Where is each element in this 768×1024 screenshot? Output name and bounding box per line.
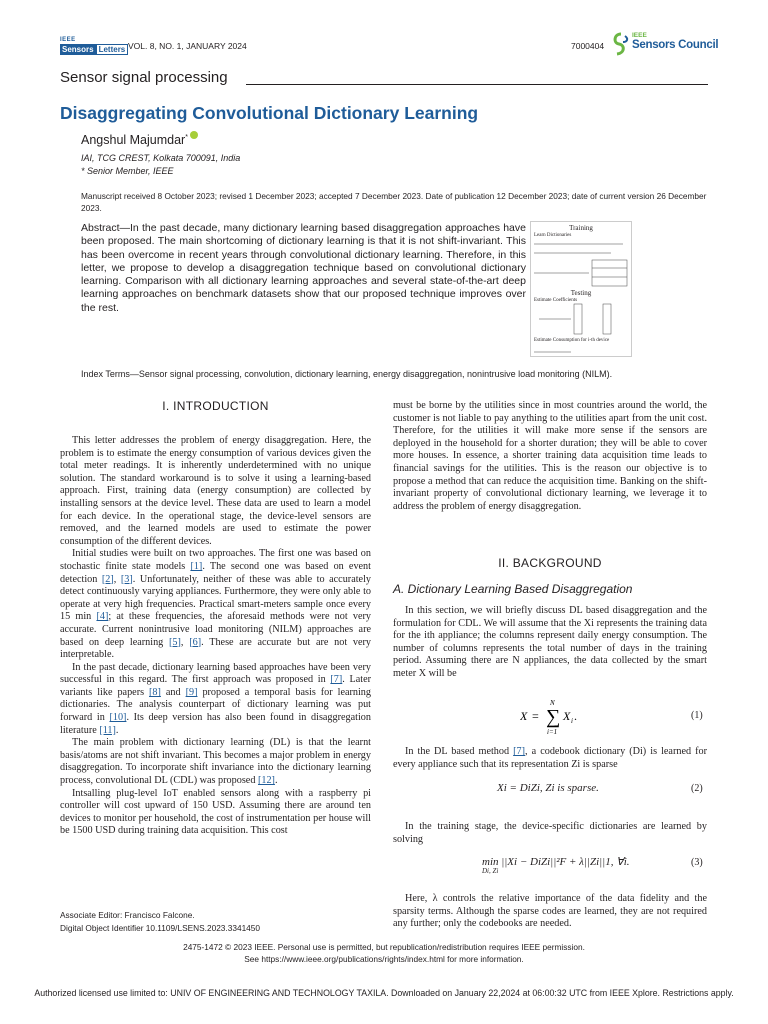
ref-link[interactable]: [4] xyxy=(96,611,109,623)
council-ieee-text: IEEE xyxy=(632,32,647,39)
council-name-text: Sensors Council xyxy=(632,39,719,51)
ref-link[interactable]: [8] xyxy=(149,686,161,698)
equation-1-number: (1) xyxy=(691,710,703,721)
membership-note: * Senior Member, IEEE xyxy=(81,166,174,176)
sensors-letters-logo xyxy=(60,37,126,55)
intro-paragraph-1: This letter addresses the problem of energy disaggregation. Here, the problem is to estimate the energy consumption of various devices given the total meter readings. It is inherently underdetermined with no unique solution. The standard workaround is to solve it using a learning-based approach. First, training data (energy consumption) are collected by installing sensors at the device level. These data are used to learn a model for each device. In the operational stage, the device-level sensors are removed, and the learned models are used to estimate the power consumption of the different devices. xyxy=(60,435,371,547)
svg-text:∑: ∑ xyxy=(546,706,561,728)
background-paragraph-3: In the training stage, the device-specific dictionaries are learned by solving xyxy=(393,821,707,845)
intro-paragraph-5: Intsalling plug-level IoT enabled sensors along with a raspberry pi controller will cost upward of 150 USD. Assuming there are around ten devices to monitor per household, the cost of instrumentation per house will be 1500 USD during training data acquisition. This cost xyxy=(60,787,371,837)
license-notice: Authorized licensed use limited to: UNIV OF ENGINEERING AND TECHNOLOGY TAXILA. Downloaded on January 22,2024 at 06:00:32 UTC from IEEE Xplore. Restrictions apply. xyxy=(34,988,734,998)
paper-title: Disaggregating Convolutional Dictionary Learning xyxy=(60,103,479,123)
equation-1 xyxy=(520,696,590,743)
intro-paragraph-4: The main problem with dictionary learning (DL) is that the learnt basis/atoms are not shift invariant. This becomes a major problem in energy disaggregation. To incorporate shift invariance into the dictionary learning process, convolutional DL (CDL) was proposed [12]. xyxy=(60,737,371,787)
background-paragraph-2: In the DL based method [7], a codebook dictionary (Di) is learned for every appliance such that its representation Zi is sparse xyxy=(393,746,707,770)
graphic-consumption-label: Estimate Consumption for i-th device xyxy=(534,338,610,343)
copyright-notice: 2475-1472 © 2023 IEEE. Personal use is permitted, but republication/redistribution requires IEEE permission. xyxy=(183,942,585,952)
left-column xyxy=(60,435,371,838)
background-heading: II. BACKGROUND xyxy=(498,556,602,570)
author-line xyxy=(81,131,198,147)
svg-text:.: . xyxy=(574,709,577,723)
ref-link[interactable]: [11] xyxy=(99,724,116,736)
index-terms: Index Terms—Sensor signal processing, convolution, dictionary learning, energy disaggregation, nonintrusive load monitoring (NILM). xyxy=(81,369,613,379)
svg-text:N: N xyxy=(550,699,555,707)
logo-ieee-text: IEEE xyxy=(60,37,76,43)
ref-link[interactable]: [12] xyxy=(257,775,275,787)
svg-text:X: X xyxy=(563,709,571,723)
article-number: 7000404 xyxy=(571,41,605,51)
equation-2-formula: Xi = DiZi, Zi is sparse. xyxy=(497,782,599,794)
graphic-training-label: Training xyxy=(569,224,593,232)
background-paragraph-1: In this section, we will briefly discuss DL based disaggregation and the formulation for CDL. We will assume that the Xi represents the training data for the ith appliance; the columns represent daily energy consumption. The number of columns represents the total number of days in the training period. Assuming there are N appliances, the data collected by the smart meter X will be xyxy=(393,605,707,679)
abstract: Abstract—In the past decade, many dictionary learning based disaggregation approaches have been proposed. The main shortcoming of dictionary learning is that it is not shift-invariant. This has been overcome in recent years through convolutional dictionary learning. Therefore, in this letter, we propose to develop a disaggregation technique based on convolutional dictionary learning. Comparison with all dictionary learning approaches and several state-of-the-art deep learning approaches on benchmark datasets show that our proposed technique improves over the rest. xyxy=(81,222,526,314)
subsection-heading: A. Dictionary Learning Based Disaggregation xyxy=(393,582,633,596)
continuation-paragraph: must be borne by the utilities since in most countries around the world, the customer is not liable to pay anything to the utilities apart from the unit cost. Therefore, for the utilities it will make more sense if the sensors are deployed in the household for a shorter duration; they will be able to cover more houses. In essence, a shorter training data acquisition time leads to financial savings for the utilities. This is the reason our objective is to propose a method that can reduce the acquisition time. Banking on the shift-invariant property of convolutional dictionary learning, we leverage it to address the problem of energy disaggregation. xyxy=(393,400,707,512)
logo-letters-text: Letters xyxy=(96,44,129,55)
ref-link[interactable]: [7] xyxy=(513,746,526,757)
equation-2-number: (2) xyxy=(691,783,703,794)
graphic-estimate-label: Estimate Coefficients xyxy=(534,298,578,303)
ref-link[interactable]: [1] xyxy=(190,560,203,572)
intro-heading: I. INTRODUCTION xyxy=(162,399,269,413)
graphic-learn-label: Learn Dictionaries xyxy=(534,233,572,238)
ref-link[interactable]: [7] xyxy=(330,674,343,686)
manuscript-info: Manuscript received 8 October 2023; revised 1 December 2023; accepted 7 December 2023. Date of publication 12 December 2023; date of current version 26 December 2023. xyxy=(81,191,707,213)
rights-url-notice: See https://www.ieee.org/publications/rights/index.html for more information. xyxy=(244,954,524,964)
equation-3-subscript: Di, Zi xyxy=(482,867,499,875)
right-column-continuation xyxy=(393,400,707,513)
ref-link[interactable]: [3] xyxy=(120,573,133,585)
equation-3-number: (3) xyxy=(691,857,703,868)
volume-info: VOL. 8, NO. 1, JANUARY 2024 xyxy=(128,41,247,51)
author-name: Angshul Majumdar xyxy=(81,133,186,147)
intro-paragraph-2: Initial studies were built on two approaches. The first one was based on stochastic finite state models [1]. The second one was based on event detection [2], [3]. Unfortunately, neither of these was able to accurately detect continuously varying appliances. Furthermore, they were only able to operate at very high frequencies. Practical smart-meters sample once every 15 min [4]; at these frequencies, the aforesaid methods were not very accurate. Current nonintrusive load monitoring (NILM) approaches are based on deep learning [5], [6]. These are accurate but are not very interpretable. xyxy=(60,548,372,661)
svg-text:X: X xyxy=(520,709,528,723)
affiliation: IAI, TCG CREST, Kolkata 700091, India xyxy=(81,153,241,163)
sensors-council-logo xyxy=(611,31,719,57)
ref-link[interactable]: [9] xyxy=(185,686,198,698)
equation-3-formula: min ||Xi − DiZi||²F + λ||Zi||1, ∀i. xyxy=(482,856,630,868)
svg-text:i=1: i=1 xyxy=(547,728,558,736)
svg-text:i: i xyxy=(571,717,573,725)
background-paragraph-4: Here, λ controls the relative importance of the data fidelity and the sparsity terms. Although the sparse codes are learned, they are not required any further; only the codebooks are needed. xyxy=(393,893,707,930)
graphic-testing-label: Testing xyxy=(570,289,592,297)
council-swirl-icon xyxy=(611,31,631,57)
ref-link[interactable]: [6] xyxy=(189,636,202,648)
ref-link[interactable]: [10] xyxy=(109,712,127,724)
associate-editor: Associate Editor: Francisco Falcone. xyxy=(60,910,195,920)
section-rule xyxy=(246,84,708,85)
doi: Digital Object Identifier 10.1109/LSENS.2023.3341450 xyxy=(60,923,261,933)
ref-link[interactable]: [2] xyxy=(101,573,114,585)
orcid-icon[interactable] xyxy=(190,131,198,139)
ref-link[interactable]: [5] xyxy=(169,636,181,648)
section-heading: Sensor signal processing xyxy=(60,69,228,86)
logo-sensors-text: Sensors xyxy=(62,45,94,54)
graphical-abstract xyxy=(530,221,632,357)
svg-text:=: = xyxy=(532,709,539,723)
author-mark: * xyxy=(185,133,188,141)
intro-paragraph-3: In the past decade, dictionary learning based approaches have been very successful in this regard. The first approach was proposed in [7]. Later variants like papers [8] and [9] proposed a temporal basis for learning dictionaries. The analysis counterpart of dictionary learning was put forward in [10]. Its deep version has also been found in disaggregation literature [11]. xyxy=(60,661,371,736)
equation-1-formula xyxy=(520,696,590,738)
